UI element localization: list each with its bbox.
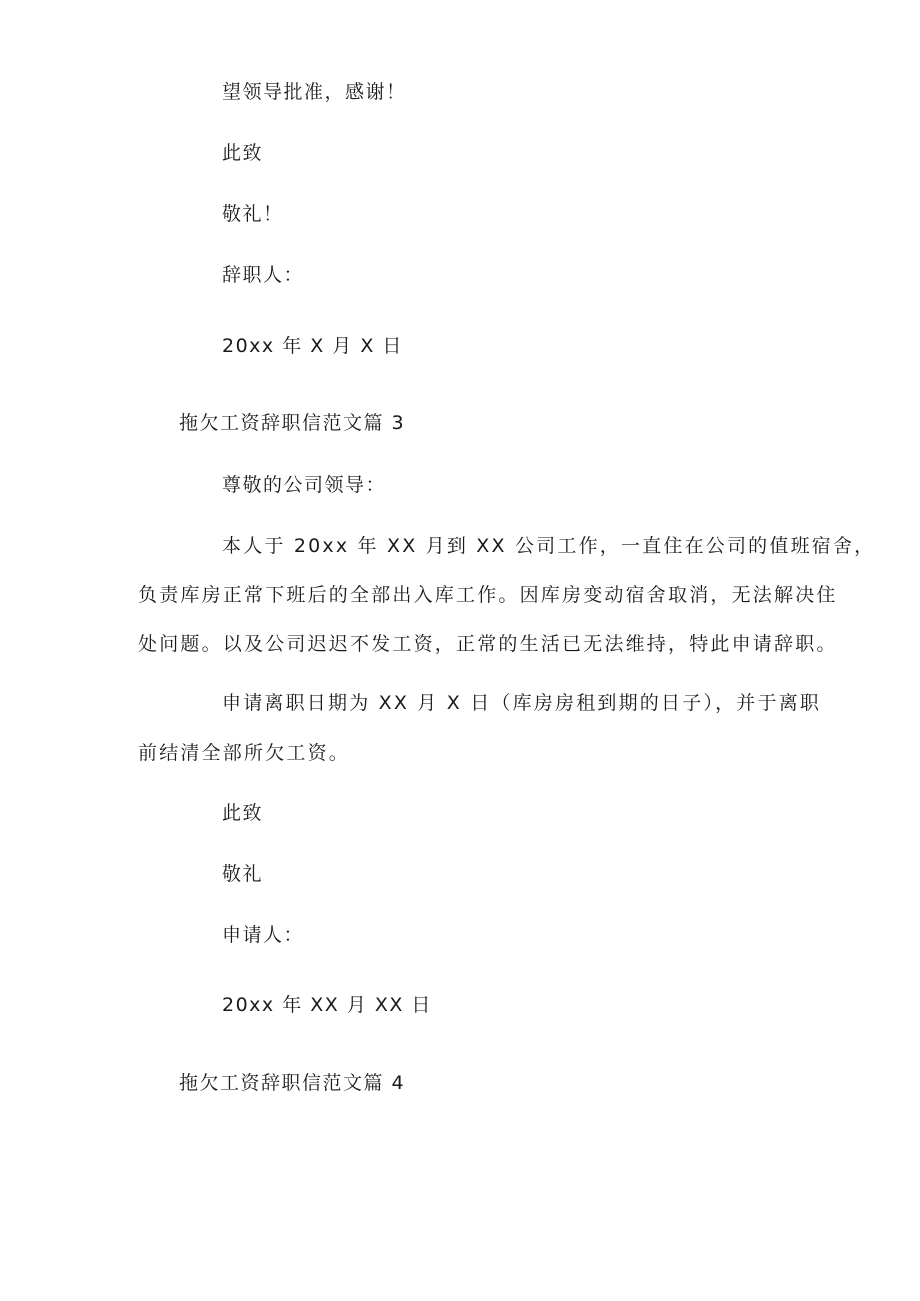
salutation-respect-text: 敬礼 — [222, 863, 264, 885]
salutation-text: 此致 — [222, 142, 264, 164]
paragraph-line: 本人于 20xx 年 XX 月到 XX 公司工作，一直住在公司的值班宿舍， — [222, 535, 876, 557]
greeting-text: 尊敬的公司领导： — [222, 474, 387, 496]
signer-label: 辞职人： — [222, 264, 305, 286]
section-heading: 拖欠工资辞职信范文篇 4 — [179, 1072, 406, 1094]
paragraph-line: 前结清全部所欠工资。 — [138, 742, 351, 764]
date-line: 20xx 年 X 月 X 日 — [222, 335, 403, 357]
paragraph-line: 处问题。以及公司迟迟不发工资，正常的生活已无法维持，特此申请辞职。 — [138, 633, 838, 655]
section-heading: 拖欠工资辞职信范文篇 3 — [179, 412, 406, 434]
salutation-respect-text: 敬礼！ — [222, 203, 284, 225]
signer-label: 申请人： — [222, 924, 305, 946]
paragraph-line: 负责库房正常下班后的全部出入库工作。因库房变动宿舍取消，无法解决住 — [138, 584, 838, 606]
salutation-text: 此致 — [222, 802, 264, 824]
paragraph-line: 申请离职日期为 XX 月 X 日（库房房租到期的日子），并于离职 — [222, 692, 822, 714]
closing-request-text: 望领导批准，感谢！ — [222, 81, 407, 103]
date-line: 20xx 年 XX 月 XX 日 — [222, 994, 432, 1016]
